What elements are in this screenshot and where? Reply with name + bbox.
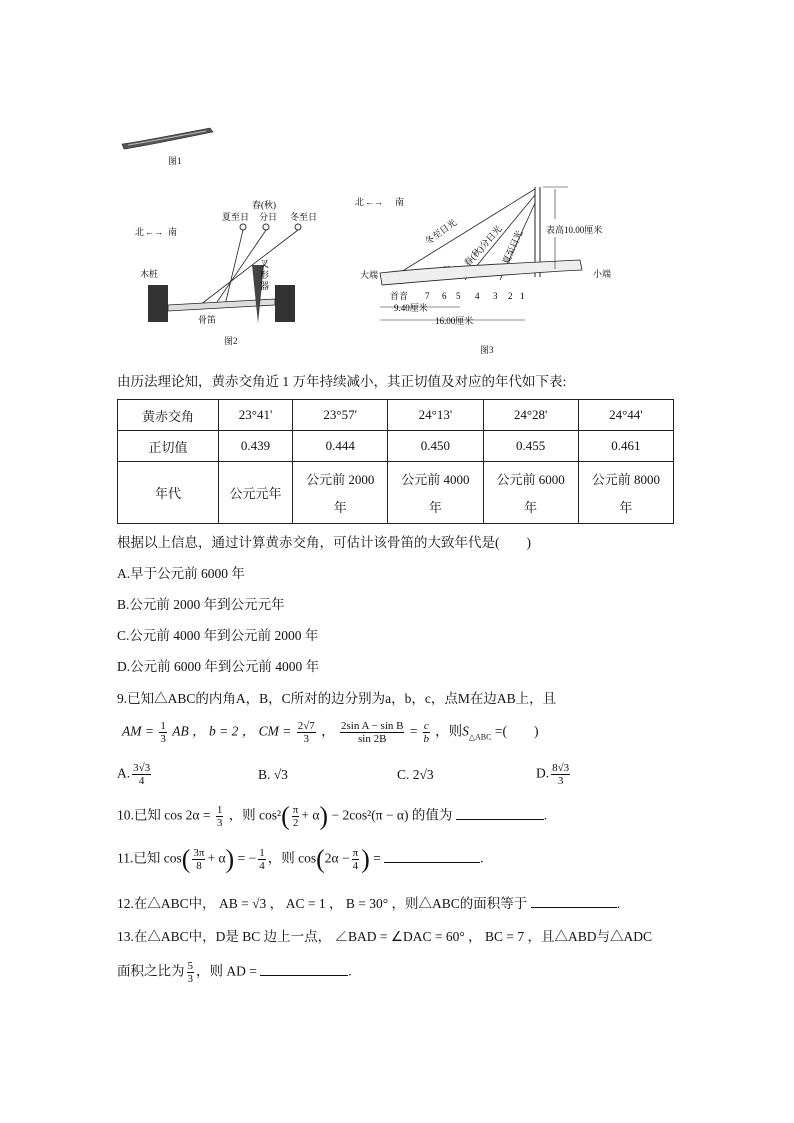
fig3-first-hole: 首音 [390, 291, 409, 301]
fig3-dim-short: 9.40厘米 [394, 303, 428, 313]
fig3-hole-label: 3 [493, 291, 498, 301]
bone-flute-photo [118, 126, 218, 152]
table-row [118, 462, 674, 524]
table-cell: 23°57' [293, 400, 388, 431]
q9-option-d: D. $\frac{8√3}{3}$ [536, 762, 570, 787]
svg-text:←→: ←→ [365, 197, 383, 207]
fig3-hole-label: 7 [425, 291, 430, 301]
fig2-north: 北 [135, 227, 145, 237]
fig3-equinox-light: 春(秋)分日光 [462, 223, 504, 269]
fig3-caption: 图3 [480, 345, 494, 355]
figure-3-diagram [350, 185, 630, 335]
q11-text: 11.已知 cos( $\frac{3\pi}{8}$ + α) = − $\frac{1}{4}$ ，则 cos(2α − $\frac{\pi}{4}$ ) = . [117, 844, 484, 874]
table-cell: 24°13' [388, 400, 483, 431]
q10-text: 10.已知 cos 2α = $\frac{1}{3}$ ，则 cos²( $\frac{\pi}{2}$ + α) − 2cos²(π − α) 的值为 . [117, 801, 548, 831]
fig3-north: 北 [355, 197, 365, 207]
fig3-south: 南 [395, 197, 405, 207]
table-cell: 0.444 [293, 431, 388, 462]
q10-answer-blank[interactable] [456, 805, 544, 820]
fig2-forked-3: 器 [260, 281, 270, 291]
table-cell: 0.450 [388, 431, 483, 462]
fig2-summer-solstice: 夏至日 [222, 212, 250, 222]
table-cell: 0.461 [578, 431, 673, 462]
q13-answer-blank[interactable] [260, 961, 348, 976]
table-cell: 24°44' [578, 400, 673, 431]
sun-equinox [263, 224, 269, 230]
fig2-equinox: 分日 [259, 212, 278, 222]
table-cell: 公元前 4000 年 [388, 462, 483, 524]
sun-winter [295, 224, 301, 230]
q13-line1: 13.在△ABC中，D是 BC 边上一点， ∠BAD = ∠DAC = 60° ， BC = 7 ，且△ABD与△ADC [117, 929, 653, 944]
q8-option-a: A.早于公元前 6000 年 [117, 566, 245, 581]
fig2-stake: 木桩 [140, 269, 159, 279]
fig3-small-end: 小端 [593, 269, 612, 279]
table-cell: 公元前 8000 年 [578, 462, 673, 524]
fig2-winter-solstice: 冬至日 [290, 212, 318, 222]
table-cell: 公元前 2000 年 [293, 462, 388, 524]
fig2-spring-autumn: 春(秋) [252, 200, 276, 210]
fig3-height: 表高10.00厘米 [546, 225, 603, 235]
fig3-hole-label: 4 [475, 291, 480, 301]
sun-summer [240, 224, 246, 230]
table-header-cell: 年代 [118, 462, 219, 524]
q8-option-d: D.公元前 6000 年到公元前 4000 年 [117, 659, 320, 674]
svg-text:←→: ←→ [145, 227, 163, 237]
q9-line2: AM = $\frac{1}{3}$ AB ， b = 2 ， CM = $\frac{2√7}{3}$ ， $\frac{\text{2sin A − sin B}}{\sin 2B}$ = $\frac{c}{b}$ ，则$S_{\triangle ABC}$ =( ) [122, 720, 539, 745]
table-row [118, 431, 674, 462]
wooden-stake-left [148, 285, 168, 322]
table-header-cell: 正切值 [118, 431, 219, 462]
fig3-flute [380, 260, 582, 285]
fig3-big-end: 大端 [360, 270, 379, 280]
q12-answer-blank[interactable] [531, 893, 617, 908]
table-cell: 0.455 [483, 431, 578, 462]
q11-answer-blank[interactable] [384, 848, 480, 863]
obliquity-table [117, 399, 674, 524]
q8-option-b: B.公元前 2000 年到公元元年 [117, 597, 285, 612]
fig3-hole-label: 6 [442, 291, 447, 301]
q8-question: 根据以上信息，通过计算黄赤交角，可估计该骨笛的大致年代是( ) [117, 535, 531, 550]
fig3-hole-label: 2 [508, 291, 513, 301]
fig2-forked-2: 形 [260, 270, 270, 280]
table-cell: 公元元年 [219, 462, 293, 524]
fig2-south: 南 [168, 227, 178, 237]
fig3-dim-long: 16.00厘米 [435, 316, 474, 326]
table-cell: 24°28' [483, 400, 578, 431]
fig3-summer-light: 夏至日光 [500, 228, 525, 266]
table-cell: 0.439 [219, 431, 293, 462]
fig2-forked-1: 叉 [260, 259, 270, 269]
fig3-hole-label: 1 [520, 291, 525, 301]
table-header-cell: 黄赤交角 [118, 400, 219, 431]
figure-2-diagram [130, 195, 320, 330]
table-row [118, 400, 674, 431]
q13-line2: 面积之比为 $\frac{5}{3}$ ，则 AD = . [117, 960, 352, 985]
q9-line1: 9.已知△ABC的内角A，B，C所对的边分别为a，b，c，点M在边AB上，且 [117, 691, 557, 706]
table-cell: 公元前 6000 年 [483, 462, 578, 524]
q8-option-c: C.公元前 4000 年到公元前 2000 年 [117, 628, 319, 643]
table-cell: 23°41' [219, 400, 293, 431]
wooden-stake-right [275, 285, 295, 322]
q12-text: 12.在△ABC中， AB = √3 ， AC = 1 ， B = 30° ，则△ABC的面积等于 . [117, 893, 620, 913]
fig3-hole-label: 5 [456, 291, 461, 301]
fig2-caption: 图2 [224, 336, 238, 346]
fig2-bone-flute: 骨笛 [198, 315, 217, 325]
q9-option-b: B. √3 [258, 767, 288, 782]
intro-text: 由历法理论知，黄赤交角近 1 万年持续减小，其正切值及对应的年代如下表: [117, 374, 567, 389]
fig1-caption: 图1 [168, 156, 182, 166]
q9-option-a: A. $\frac{3√3}{4}$ [117, 762, 151, 787]
fig3-winter-light: 冬至日光 [423, 217, 459, 247]
q9-option-c: C. 2√3 [397, 767, 434, 782]
